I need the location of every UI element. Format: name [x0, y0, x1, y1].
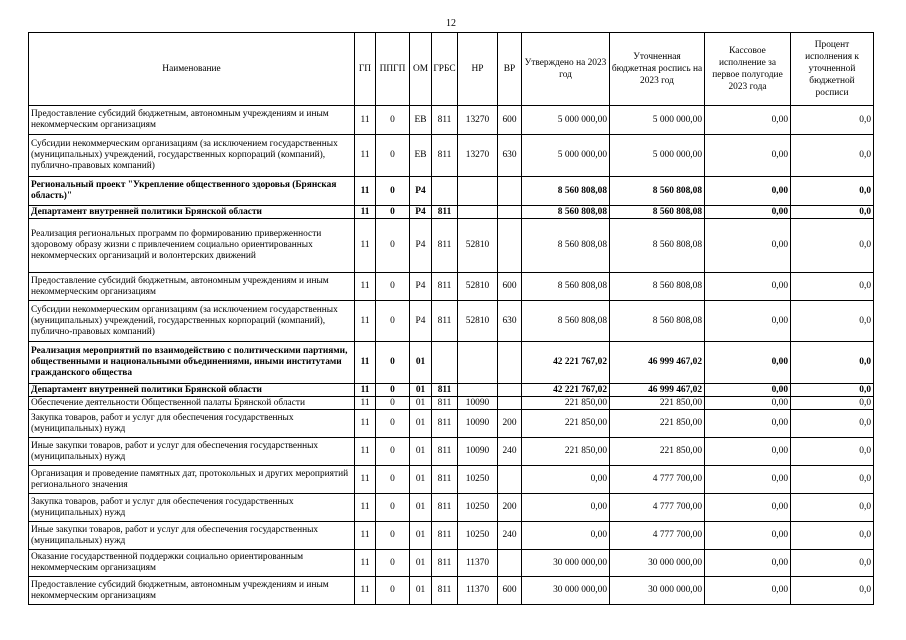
table-row: [29, 301, 874, 342]
table-cell-np: 10090: [458, 397, 498, 410]
table-cell-percent: 0,0: [791, 273, 874, 301]
table-cell-name: Организация и проведение памятных дат, протокольных и других мероприятий регионального значения: [29, 466, 355, 494]
table-cell-vr: 200: [498, 410, 522, 438]
table-cell-om: 01: [410, 494, 432, 522]
table-cell-approved: 8 560 808,08: [522, 219, 610, 273]
table-cell-refined: 30 000 000,00: [610, 577, 705, 605]
table-cell-ppgp: 0: [376, 301, 410, 342]
table-cell-grbs: 811: [432, 410, 458, 438]
table-cell-cash: 0,00: [705, 466, 791, 494]
table-cell-gp: 11: [355, 206, 376, 219]
table-cell-np: 11370: [458, 550, 498, 577]
table-cell-np: 10250: [458, 466, 498, 494]
table-cell-np: 52810: [458, 301, 498, 342]
table-cell-refined: 8 560 808,08: [610, 301, 705, 342]
table-cell-gp: 11: [355, 106, 376, 135]
table-cell-percent: 0,0: [791, 219, 874, 273]
table-cell-gp: 11: [355, 410, 376, 438]
table-cell-np: [458, 177, 498, 206]
table-cell-cash: 0,00: [705, 494, 791, 522]
table-cell-percent: 0,0: [791, 342, 874, 384]
table-cell-approved: 0,00: [522, 494, 610, 522]
table-cell-grbs: 811: [432, 550, 458, 577]
table-cell-grbs: [432, 177, 458, 206]
table-cell-cash: 0,00: [705, 410, 791, 438]
table-cell-percent: 0,0: [791, 577, 874, 605]
table-header-row: [29, 33, 874, 106]
table-cell-gp: 11: [355, 494, 376, 522]
table-cell-np: [458, 342, 498, 384]
table-cell-ppgp: 0: [376, 577, 410, 605]
table-cell-om: 01: [410, 550, 432, 577]
table-cell-approved: 5 000 000,00: [522, 135, 610, 177]
table-row: [29, 219, 874, 273]
header-gp: ГП: [355, 33, 376, 106]
table-cell-ppgp: 0: [376, 550, 410, 577]
budget-table: [28, 32, 874, 605]
table-cell-percent: 0,0: [791, 135, 874, 177]
table-cell-grbs: 811: [432, 438, 458, 466]
table-row: [29, 177, 874, 206]
table-cell-approved: 42 221 767,02: [522, 384, 610, 397]
table-cell-approved: 30 000 000,00: [522, 577, 610, 605]
table-cell-np: 10090: [458, 410, 498, 438]
table-cell-percent: 0,0: [791, 550, 874, 577]
table-cell-vr: [498, 206, 522, 219]
table-cell-percent: 0,0: [791, 522, 874, 550]
table-cell-approved: 42 221 767,02: [522, 342, 610, 384]
table-cell-vr: 600: [498, 273, 522, 301]
table-cell-np: 10090: [458, 438, 498, 466]
table-cell-refined: 8 560 808,08: [610, 219, 705, 273]
table-cell-percent: 0,0: [791, 438, 874, 466]
table-cell-refined: 4 777 700,00: [610, 522, 705, 550]
table-cell-ppgp: 0: [376, 410, 410, 438]
table-cell-name: Оказание государственной поддержки социально ориентированным некоммерческим организациям: [29, 550, 355, 577]
table-cell-grbs: 811: [432, 106, 458, 135]
table-cell-grbs: 811: [432, 577, 458, 605]
table-row: [29, 577, 874, 605]
table-cell-refined: 8 560 808,08: [610, 206, 705, 219]
table-cell-vr: 630: [498, 301, 522, 342]
table-cell-vr: [498, 342, 522, 384]
table-cell-cash: 0,00: [705, 135, 791, 177]
table-cell-om: 01: [410, 522, 432, 550]
table-cell-percent: 0,0: [791, 177, 874, 206]
table-cell-np: [458, 384, 498, 397]
header-np: НР: [458, 33, 498, 106]
header-refined: Уточненная бюджетная роспись на 2023 год: [610, 33, 705, 106]
table-cell-name: Иные закупки товаров, работ и услуг для обеспечения государственных (муниципальных) нужд: [29, 522, 355, 550]
table-cell-percent: 0,0: [791, 301, 874, 342]
table-cell-np: 52810: [458, 219, 498, 273]
table-cell-name: Обеспечение деятельности Общественной палаты Брянской области: [29, 397, 355, 410]
table-cell-approved: 8 560 808,08: [522, 206, 610, 219]
table-cell-vr: [498, 219, 522, 273]
header-om: ОМ: [410, 33, 432, 106]
table-cell-approved: 221 850,00: [522, 397, 610, 410]
table-cell-vr: [498, 550, 522, 577]
header-ppgp: ППГП: [376, 33, 410, 106]
table-cell-vr: 600: [498, 106, 522, 135]
table-cell-vr: 600: [498, 577, 522, 605]
table-row: [29, 397, 874, 410]
table-cell-vr: 200: [498, 494, 522, 522]
table-cell-cash: 0,00: [705, 342, 791, 384]
table-cell-name: Закупка товаров, работ и услуг для обеспечения государственных (муниципальных) нужд: [29, 494, 355, 522]
table-cell-om: Р4: [410, 273, 432, 301]
header-name: Наименование: [29, 33, 355, 106]
header-approved: Утверждено на 2023 год: [522, 33, 610, 106]
table-cell-ppgp: 0: [376, 219, 410, 273]
table-cell-percent: 0,0: [791, 410, 874, 438]
table-cell-name: Закупка товаров, работ и услуг для обеспечения государственных (муниципальных) нужд: [29, 410, 355, 438]
table-row: [29, 494, 874, 522]
table-cell-approved: 30 000 000,00: [522, 550, 610, 577]
table-cell-name: Предоставление субсидий бюджетным, автономным учреждениям и иным некоммерческим организациям: [29, 577, 355, 605]
table-cell-ppgp: 0: [376, 438, 410, 466]
header-vr: ВР: [498, 33, 522, 106]
table-row: [29, 206, 874, 219]
table-cell-grbs: 811: [432, 494, 458, 522]
table-cell-cash: 0,00: [705, 301, 791, 342]
table-cell-om: 01: [410, 397, 432, 410]
table-cell-refined: 221 850,00: [610, 438, 705, 466]
table-row: [29, 438, 874, 466]
table-cell-gp: 11: [355, 466, 376, 494]
table-cell-approved: 8 560 808,08: [522, 273, 610, 301]
page-number: 12: [446, 18, 456, 29]
table-cell-grbs: 811: [432, 206, 458, 219]
table-cell-gp: 11: [355, 522, 376, 550]
table-cell-om: Р4: [410, 206, 432, 219]
table-cell-gp: 11: [355, 219, 376, 273]
table-cell-vr: 240: [498, 522, 522, 550]
table-cell-cash: 0,00: [705, 177, 791, 206]
table-cell-name: Региональный проект "Укрепление общественного здоровья (Брянская область)": [29, 177, 355, 206]
table-cell-grbs: 811: [432, 397, 458, 410]
table-cell-approved: 5 000 000,00: [522, 106, 610, 135]
table-cell-name: Реализация региональных программ по формированию приверженности здоровому образу жизни с привлечением социально ориентированных некоммерческих организаций и волонтерских движений: [29, 219, 355, 273]
table-cell-om: Р4: [410, 219, 432, 273]
table-cell-np: 10250: [458, 522, 498, 550]
table-cell-gp: 11: [355, 177, 376, 206]
table-cell-name: Субсидии некоммерческим организациям (за исключением государственных (муниципальных) учреждений, государственных корпораций (компаний), публично-правовых компаний): [29, 301, 355, 342]
table-cell-ppgp: 0: [376, 466, 410, 494]
table-cell-ppgp: 0: [376, 273, 410, 301]
table-cell-refined: 221 850,00: [610, 410, 705, 438]
table-row: [29, 522, 874, 550]
table-cell-gp: 11: [355, 577, 376, 605]
table-cell-cash: 0,00: [705, 273, 791, 301]
table-cell-gp: 11: [355, 301, 376, 342]
table-row: [29, 384, 874, 397]
table-cell-refined: 8 560 808,08: [610, 177, 705, 206]
table-row: [29, 106, 874, 135]
table-cell-ppgp: 0: [376, 494, 410, 522]
table-cell-refined: 221 850,00: [610, 397, 705, 410]
table-cell-refined: 46 999 467,02: [610, 384, 705, 397]
table-cell-om: 01: [410, 384, 432, 397]
table-row: [29, 342, 874, 384]
table-cell-cash: 0,00: [705, 438, 791, 466]
table-cell-grbs: 811: [432, 219, 458, 273]
table-cell-om: 01: [410, 466, 432, 494]
table-cell-cash: 0,00: [705, 206, 791, 219]
table-cell-approved: 0,00: [522, 466, 610, 494]
table-cell-vr: [498, 466, 522, 494]
table-cell-vr: 630: [498, 135, 522, 177]
table-cell-ppgp: 0: [376, 106, 410, 135]
table-cell-percent: 0,0: [791, 397, 874, 410]
table-cell-name: Предоставление субсидий бюджетным, автономным учреждениям и иным некоммерческим организациям: [29, 273, 355, 301]
table-cell-om: ЕВ: [410, 106, 432, 135]
table-cell-cash: 0,00: [705, 522, 791, 550]
table-cell-approved: 8 560 808,08: [522, 177, 610, 206]
table-cell-ppgp: 0: [376, 177, 410, 206]
table-cell-vr: 240: [498, 438, 522, 466]
table-cell-refined: 30 000 000,00: [610, 550, 705, 577]
table-cell-cash: 0,00: [705, 384, 791, 397]
table-cell-name: Иные закупки товаров, работ и услуг для обеспечения государственных (муниципальных) нужд: [29, 438, 355, 466]
table-cell-percent: 0,0: [791, 494, 874, 522]
table-cell-grbs: 811: [432, 301, 458, 342]
table-row: [29, 550, 874, 577]
table-cell-name: Реализация мероприятий по взаимодействию с политическими партиями, общественными и национальными объединениями, иными институтами гражданского общества: [29, 342, 355, 384]
table-cell-om: ЕВ: [410, 135, 432, 177]
table-cell-ppgp: 0: [376, 384, 410, 397]
table-cell-percent: 0,0: [791, 466, 874, 494]
table-cell-np: 52810: [458, 273, 498, 301]
table-cell-gp: 11: [355, 438, 376, 466]
table-cell-approved: 221 850,00: [522, 410, 610, 438]
header-cash: Кассовое исполнение за первое полугодие 2023 года: [705, 33, 791, 106]
table-cell-om: Р4: [410, 301, 432, 342]
table-cell-refined: 5 000 000,00: [610, 106, 705, 135]
table-cell-gp: 11: [355, 273, 376, 301]
table-cell-vr: [498, 397, 522, 410]
table-cell-name: Субсидии некоммерческим организациям (за исключением государственных (муниципальных) учреждений, государственных корпораций (компаний), публично-правовых компаний): [29, 135, 355, 177]
table-cell-np: 10250: [458, 494, 498, 522]
header-percent: Процент исполнения к уточненной бюджетной росписи: [791, 33, 874, 106]
table-row: [29, 135, 874, 177]
table-cell-om: 01: [410, 438, 432, 466]
table-cell-om: 01: [410, 410, 432, 438]
table-cell-percent: 0,0: [791, 106, 874, 135]
table-cell-np: 11370: [458, 577, 498, 605]
table-cell-ppgp: 0: [376, 342, 410, 384]
table-cell-om: 01: [410, 577, 432, 605]
table-cell-om: Р4: [410, 177, 432, 206]
table-cell-vr: [498, 384, 522, 397]
table-cell-cash: 0,00: [705, 577, 791, 605]
table-row: [29, 410, 874, 438]
table-cell-ppgp: 0: [376, 135, 410, 177]
table-cell-gp: 11: [355, 135, 376, 177]
table-cell-grbs: 811: [432, 384, 458, 397]
table-row: [29, 466, 874, 494]
table-cell-refined: 4 777 700,00: [610, 466, 705, 494]
table-cell-refined: 46 999 467,02: [610, 342, 705, 384]
table-cell-cash: 0,00: [705, 397, 791, 410]
table-cell-gp: 11: [355, 550, 376, 577]
table-cell-np: 13270: [458, 135, 498, 177]
table-cell-percent: 0,0: [791, 384, 874, 397]
table-cell-np: [458, 206, 498, 219]
table-cell-grbs: 811: [432, 135, 458, 177]
table-row: [29, 273, 874, 301]
table-cell-ppgp: 0: [376, 397, 410, 410]
table-cell-ppgp: 0: [376, 206, 410, 219]
table-cell-refined: 5 000 000,00: [610, 135, 705, 177]
table-cell-grbs: [432, 342, 458, 384]
table-cell-approved: 0,00: [522, 522, 610, 550]
table-cell-grbs: 811: [432, 522, 458, 550]
table-cell-refined: 8 560 808,08: [610, 273, 705, 301]
table-cell-grbs: 811: [432, 466, 458, 494]
table-cell-gp: 11: [355, 342, 376, 384]
table-cell-gp: 11: [355, 384, 376, 397]
header-grbs: ГРБС: [432, 33, 458, 106]
table-cell-cash: 0,00: [705, 106, 791, 135]
table-cell-gp: 11: [355, 397, 376, 410]
table-cell-name: Департамент внутренней политики Брянской области: [29, 384, 355, 397]
table-cell-name: Департамент внутренней политики Брянской области: [29, 206, 355, 219]
table-cell-name: Предоставление субсидий бюджетным, автономным учреждениям и иным некоммерческим организациям: [29, 106, 355, 135]
table-cell-approved: 8 560 808,08: [522, 301, 610, 342]
table-cell-om: 01: [410, 342, 432, 384]
table-cell-approved: 221 850,00: [522, 438, 610, 466]
table-cell-grbs: 811: [432, 273, 458, 301]
table-cell-vr: [498, 177, 522, 206]
table-cell-refined: 4 777 700,00: [610, 494, 705, 522]
table-cell-cash: 0,00: [705, 550, 791, 577]
table-cell-percent: 0,0: [791, 206, 874, 219]
table-cell-ppgp: 0: [376, 522, 410, 550]
table-cell-np: 13270: [458, 106, 498, 135]
table-cell-cash: 0,00: [705, 219, 791, 273]
